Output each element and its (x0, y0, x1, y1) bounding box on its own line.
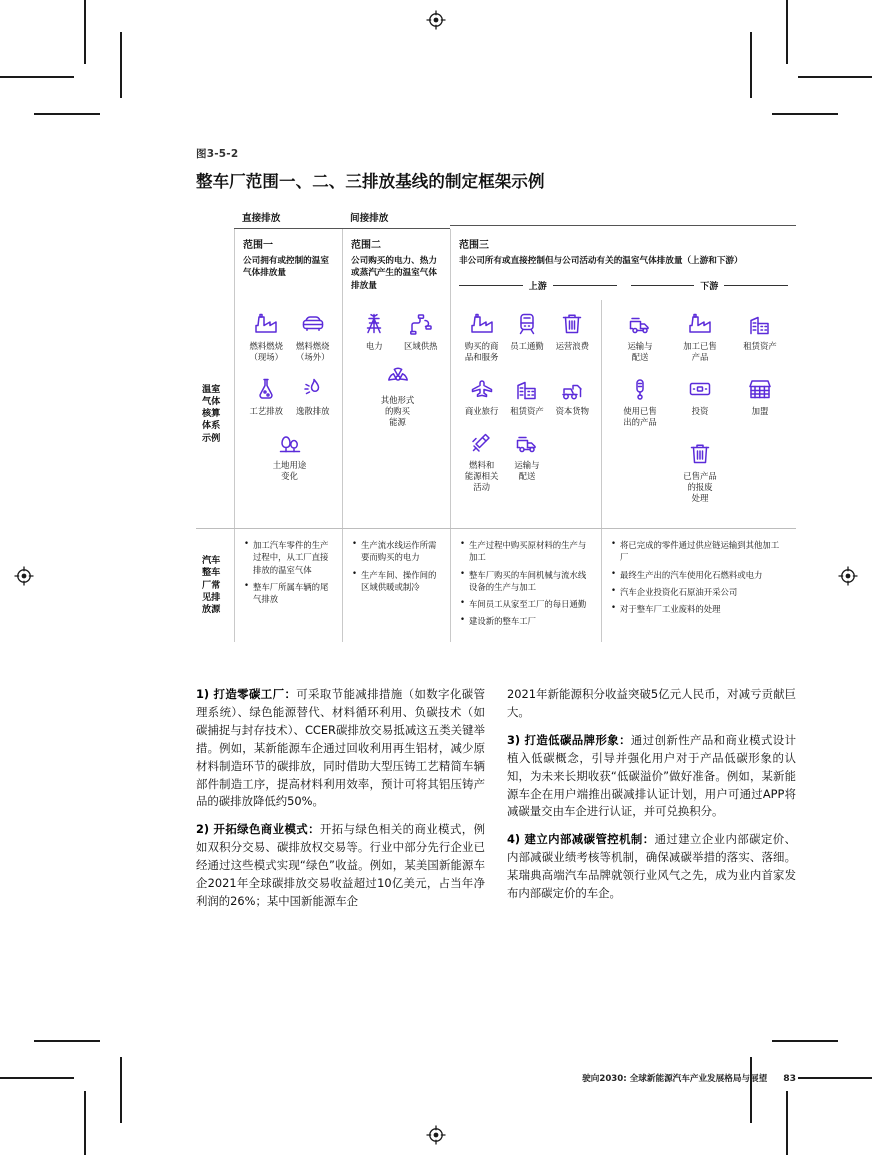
source-list-item: • 生产流水线运作所需要而购买的电力 (352, 539, 441, 563)
scope3-stream-dividers (451, 275, 796, 298)
icon-row (610, 440, 790, 516)
source-list-item: • 对于整车厂工业废料的处理 (611, 603, 787, 615)
trash-bin-icon (560, 310, 584, 336)
icon-caption: 燃料燃烧 （现场） (249, 341, 283, 363)
body-right-column (507, 686, 796, 921)
scope2-source-list (352, 539, 441, 592)
icon-caption: 电力 (365, 341, 383, 352)
group-label-indirect: 间接排放 (350, 213, 389, 224)
body-paragraph (507, 732, 796, 822)
icon-caption: 其他形式 的购买 能源 (380, 395, 415, 428)
icon-row (243, 310, 336, 375)
registration-mark-bottom (426, 1125, 446, 1145)
body-left-column (196, 686, 485, 921)
icon-cell (610, 310, 670, 375)
scope3-desc: 非公司所有或直接控制但与公司活动有关的温室气体排放量（上游和下游） (459, 256, 743, 266)
bulldozer-icon (560, 375, 584, 401)
icon-row (459, 310, 595, 375)
icon-cell (730, 375, 790, 440)
scope1-icon-grid (235, 300, 342, 506)
paragraph-heading: 4) 建立内部减碳管控机制： (507, 832, 655, 847)
icon-row (459, 375, 595, 429)
paragraph-heading: 2) 开拓绿色商业模式： (196, 822, 320, 837)
scope1-desc: 公司拥有或控制的温室气体排放量 (243, 256, 329, 279)
icon-caption: 商业旅行 (464, 406, 499, 417)
icon-cell (504, 429, 549, 505)
source-list-item: • 生产过程中购买原材料的生产与加工 (460, 539, 592, 563)
icon-caption: 运输与 配送 (627, 341, 653, 363)
icon-cell (504, 310, 549, 375)
fuel-energy-icon (470, 429, 494, 455)
district-heating-icon (409, 310, 433, 336)
source-list-item: • 将已完成的零件通过供应链运输到其他加工厂 (611, 539, 787, 563)
icon-caption: 燃料燃烧 （场外） (296, 341, 330, 363)
icon-cell (670, 310, 730, 375)
paragraph-text: 可采取节能减排措施（如数字化碳管理系统）、绿色能源替代、材料循环利用、负碳技术（如碳捕捉与封存技术）、CCER碳排放交易抵减这五类关键举措。例如，某新能源车企通过回收利用再生铝材，减少原材料制造环节的碳排放，同时借助大型压铸工艺精简车辆部件制造工序，提高材料利用效率，预计可将其铝压铸产品的碳排放降低约50%。 (196, 687, 485, 809)
icon-caption: 购买的商 品和服务 (464, 341, 499, 363)
footer-title: 驶向2030: 全球新能源汽车产业发展格局与展望 (582, 1074, 768, 1084)
scope3-name: 范围三 (459, 240, 489, 251)
icon-caption: 加工已售 产品 (683, 341, 717, 363)
page-footer (196, 1072, 796, 1084)
emissions-scope-diagram (196, 210, 796, 642)
banknote-icon (688, 375, 712, 401)
icon-caption: 加盟 (751, 406, 769, 417)
icons-row (196, 300, 796, 528)
building-icon (515, 375, 539, 401)
icon-cell (351, 310, 398, 364)
paragraph-text: 开拓与绿色相关的商业模式，例如双积分交易、碳排放权交易等。行业中部分先行企业已经通过这些模式实现“绿色”收益。例如，某美国新能源车企2021年全球碳排放交易收益超过10亿美元，占当年净利润的26%；某中国新能源车企 (196, 822, 485, 908)
icon-caption: 投资 (691, 406, 709, 417)
icon-cell (243, 310, 290, 375)
factory-icon (254, 310, 278, 336)
paragraph-text: 通过建立企业内部碳定价、内部减碳业绩考核等机制，确保减碳举措的落实、落细。某瑞典高端汽车品牌就领行业风气之先，成为业内首家发布内部碳定价的车企。 (507, 832, 796, 901)
scope2-desc: 公司购买的电力、热力或蒸汽产生的温室气体排放量 (351, 256, 437, 291)
icon-cell (730, 310, 790, 375)
car-icon (301, 310, 325, 336)
sources-row (196, 528, 796, 642)
paragraph-heading: 1) 打造零碳工厂： (196, 687, 297, 701)
flask-icon (254, 375, 278, 401)
icon-cell (610, 375, 670, 440)
body-paragraph (507, 831, 796, 903)
icon-cell (243, 429, 336, 494)
icon-cell (550, 375, 595, 429)
upstream-label: 上游 (528, 282, 547, 293)
source-list-item: • 汽车企业投资化石原油开采公司 (611, 586, 787, 598)
icon-cell (670, 375, 730, 440)
truck-transport-icon (628, 310, 652, 336)
icon-cell-spacer (550, 429, 595, 505)
row-label-icons-text: 温室气体核算体系示例 (202, 384, 221, 444)
paragraph-text: 2021年新能源积分收益突破5亿元人民币，对减亏贡献巨大。 (507, 687, 796, 719)
scope2-icon-grid (343, 300, 450, 452)
scope3-upstream-source-list (460, 539, 592, 627)
figure-number: 图3-5-2 (196, 148, 239, 160)
icon-caption: 资本货物 (555, 406, 590, 417)
source-list-item: • 建设新的整车工厂 (460, 615, 592, 627)
scope3-downstream-icon-grid (602, 300, 796, 527)
footer-page-number: 83 (783, 1073, 796, 1084)
truck-transport-icon (515, 429, 539, 455)
source-list-item: • 生产车间、操作间的区域供暖或制冷 (352, 569, 441, 593)
airplane-icon (470, 375, 494, 401)
icon-row (610, 375, 790, 440)
factory-icon (688, 310, 712, 336)
icon-cell (290, 375, 337, 429)
icon-row (351, 364, 444, 440)
paragraph-text: 通过创新性产品和商业模式设计植入低碳概念，引导并强化用户对于产品低碳形象的认知，为未来长期收获“低碳溢价”做好准备。例如，某新能源车企在用户端推出碳减排认证计划，用户可通过APP将减碳量交由车企进行认证，并可兑换积分。 (507, 732, 797, 819)
icon-row (610, 310, 790, 375)
icon-cell (610, 440, 790, 516)
storefront-icon (748, 375, 772, 401)
icon-row (243, 429, 336, 494)
downstream-label: 下游 (700, 282, 719, 293)
row-label-icons (196, 300, 234, 528)
icon-caption: 土地用途 变化 (272, 460, 307, 482)
scope1-source-list (244, 539, 333, 604)
icon-cell (351, 364, 444, 440)
icon-caption: 区域供热 (404, 341, 438, 352)
upstream-divider (459, 279, 617, 292)
group-label-direct: 直接排放 (242, 213, 281, 224)
body-paragraph (507, 686, 796, 722)
icon-cell (398, 310, 445, 364)
icon-caption: 燃料和 能源相关 活动 (464, 460, 499, 492)
icon-caption: 员工通勤 (510, 341, 544, 352)
trees-land-icon (278, 429, 302, 455)
source-list-item: • 整车厂所属车辆的尾气排放 (244, 581, 333, 605)
icon-cell (290, 310, 337, 375)
building-icon (748, 310, 772, 336)
figure-title: 整车厂范围一、二、三排放基线的制定框架示例 (196, 172, 545, 191)
icon-cell (243, 375, 290, 429)
trash-bin-icon (688, 440, 712, 466)
icon-caption: 租赁资产 (743, 341, 777, 352)
icon-caption: 逸散排放 (296, 406, 330, 417)
scope2-name: 范围二 (351, 240, 381, 251)
row-label-sources-text: 汽车整车厂常见排放源 (202, 555, 221, 615)
icon-caption: 已售产品 的报废 处理 (683, 471, 717, 503)
body-paragraph (196, 821, 485, 911)
source-list-item: • 整车厂购买的车间机械与流水线设备的生产与加工 (460, 569, 592, 593)
icon-caption: 使用已售 出的产品 (623, 406, 657, 428)
icon-cell (550, 310, 595, 375)
flame-leak-icon (301, 375, 325, 401)
registration-mark-left (14, 566, 34, 586)
source-list-item: • 最终生产出的汽车使用化石燃料或电力 (611, 569, 787, 581)
icon-row (459, 429, 595, 505)
source-list-item: • 车间员工从家至工厂的每日通勤 (460, 598, 592, 610)
paragraph-heading: 3) 打造低碳品牌形象： (507, 732, 631, 747)
icon-caption: 运输与 配送 (514, 460, 540, 482)
icon-cell (459, 429, 504, 505)
scope-header-row (196, 229, 796, 300)
group-label-row (196, 210, 796, 229)
scope3-downstream-source-list (611, 539, 787, 614)
registration-mark-right (838, 566, 858, 586)
power-tower-icon (362, 310, 386, 336)
factory-icon (470, 310, 494, 336)
scope3-upstream-icon-grid (451, 300, 601, 517)
icon-caption: 运营浪费 (555, 341, 590, 352)
product-use-icon (628, 375, 652, 401)
icon-caption: 租赁资产 (510, 406, 544, 417)
figure-block (196, 146, 796, 642)
icon-row (243, 375, 336, 429)
icon-cell (459, 375, 504, 429)
body-paragraph (196, 686, 485, 811)
icon-caption: 工艺排放 (249, 406, 283, 417)
icon-cell (459, 310, 504, 375)
commuter-train-icon (515, 310, 539, 336)
scope1-name: 范围一 (243, 240, 273, 251)
nuclear-energy-icon (386, 364, 410, 390)
icon-row (351, 310, 444, 364)
registration-mark-top (426, 10, 446, 30)
icon-cell (504, 375, 549, 429)
source-list-item: • 加工汽车零件的生产过程中，从工厂直接排放的温室气体 (244, 539, 333, 575)
body-text (196, 686, 796, 921)
downstream-divider (631, 279, 789, 292)
row-label-sources (196, 529, 234, 642)
